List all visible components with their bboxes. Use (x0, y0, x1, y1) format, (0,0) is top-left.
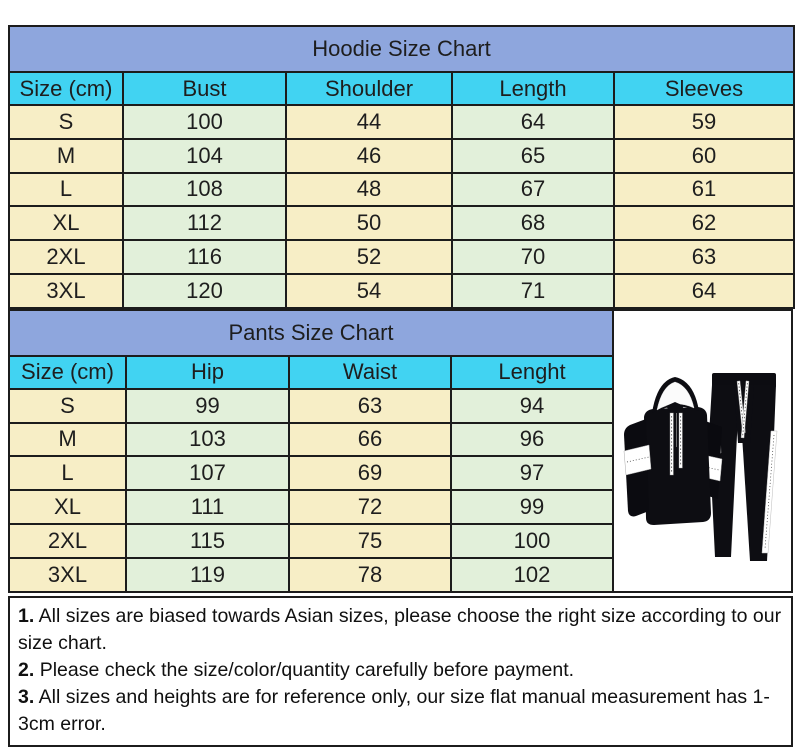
note-3-text: All sizes and heights are for reference only, our size flat manual measurement has 1-3cm error. (18, 685, 770, 735)
tracksuit-graphic (618, 365, 788, 565)
cell-shoulder: 46 (286, 139, 452, 173)
table-row (9, 105, 794, 139)
hoodie-col-bust: Bust (123, 72, 286, 105)
cell-size: L (9, 173, 123, 207)
note-1 (18, 603, 783, 657)
cell-sleeves: 61 (614, 173, 794, 207)
cell-bust: 120 (123, 274, 286, 308)
cell-hip: 103 (126, 423, 289, 457)
cell-sleeves: 63 (614, 240, 794, 274)
hoodie-size-table (8, 25, 795, 309)
pants-col-length: Lenght (451, 356, 613, 389)
size-chart-sheet (8, 25, 793, 747)
cell-length: 68 (452, 206, 614, 240)
product-image (614, 309, 793, 593)
hoodie-col-length: Length (452, 72, 614, 105)
cell-hip: 111 (126, 490, 289, 524)
table-row (9, 173, 794, 207)
pants-section (8, 309, 793, 593)
table-row (9, 490, 613, 524)
cell-waist: 66 (289, 423, 451, 457)
cell-shoulder: 50 (286, 206, 452, 240)
table-row (9, 240, 794, 274)
cell-length: 100 (451, 524, 613, 558)
cell-hip: 107 (126, 456, 289, 490)
cell-bust: 108 (123, 173, 286, 207)
cell-length: 102 (451, 558, 613, 592)
cell-size: XL (9, 206, 123, 240)
cell-hip: 119 (126, 558, 289, 592)
cell-shoulder: 54 (286, 274, 452, 308)
table-row (9, 558, 613, 592)
hoodie-col-sleeves: Sleeves (614, 72, 794, 105)
hoodie-col-shoulder: Shoulder (286, 72, 452, 105)
hoodie-header-row (9, 72, 794, 105)
cell-sleeves: 64 (614, 274, 794, 308)
note-2 (18, 657, 783, 684)
cell-sleeves: 60 (614, 139, 794, 173)
cell-length: 97 (451, 456, 613, 490)
cell-shoulder: 48 (286, 173, 452, 207)
note-1-text: All sizes are biased towards Asian sizes, please choose the right size according to our size chart. (18, 604, 782, 654)
cell-shoulder: 52 (286, 240, 452, 274)
cell-length: 99 (451, 490, 613, 524)
cell-size: 2XL (9, 240, 123, 274)
pants-header-row (9, 356, 613, 389)
pants-size-table (8, 309, 614, 593)
cell-bust: 116 (123, 240, 286, 274)
table-row (9, 139, 794, 173)
note-3-number: 3. (18, 685, 35, 708)
note-1-number: 1. (18, 604, 35, 627)
pants-col-hip: Hip (126, 356, 289, 389)
cell-size: S (9, 105, 123, 139)
cell-hip: 115 (126, 524, 289, 558)
cell-size: L (9, 456, 126, 490)
hoodie-graphic (624, 377, 722, 525)
pants-title-row (9, 310, 613, 356)
cell-sleeves: 59 (614, 105, 794, 139)
cell-size: S (9, 389, 126, 423)
cell-waist: 75 (289, 524, 451, 558)
pants-col-size: Size (cm) (9, 356, 126, 389)
cell-length: 64 (452, 105, 614, 139)
cell-length: 94 (451, 389, 613, 423)
table-row (9, 524, 613, 558)
cell-size: 3XL (9, 558, 126, 592)
cell-size: 3XL (9, 274, 123, 308)
cell-size: XL (9, 490, 126, 524)
cell-length: 65 (452, 139, 614, 173)
hoodie-title-row (9, 26, 794, 72)
cell-sleeves: 62 (614, 206, 794, 240)
table-row (9, 423, 613, 457)
cell-bust: 104 (123, 139, 286, 173)
pants-table-title: Pants Size Chart (9, 310, 613, 356)
table-row (9, 206, 794, 240)
cell-waist: 69 (289, 456, 451, 490)
cell-length: 96 (451, 423, 613, 457)
cell-length: 70 (452, 240, 614, 274)
pants-col-waist: Waist (289, 356, 451, 389)
table-row (9, 456, 613, 490)
table-row (9, 389, 613, 423)
note-2-number: 2. (18, 658, 35, 681)
table-row (9, 274, 794, 308)
hoodie-col-size: Size (cm) (9, 72, 123, 105)
cell-bust: 112 (123, 206, 286, 240)
cell-waist: 63 (289, 389, 451, 423)
cell-size: M (9, 139, 123, 173)
notes-box (8, 596, 793, 747)
cell-size: 2XL (9, 524, 126, 558)
cell-size: M (9, 423, 126, 457)
hoodie-table-title: Hoodie Size Chart (9, 26, 794, 72)
note-2-text: Please check the size/color/quantity carefully before payment. (39, 658, 575, 681)
cell-length: 67 (452, 173, 614, 207)
cell-hip: 99 (126, 389, 289, 423)
note-3 (18, 684, 783, 738)
cell-shoulder: 44 (286, 105, 452, 139)
cell-waist: 78 (289, 558, 451, 592)
cell-waist: 72 (289, 490, 451, 524)
cell-length: 71 (452, 274, 614, 308)
cell-bust: 100 (123, 105, 286, 139)
